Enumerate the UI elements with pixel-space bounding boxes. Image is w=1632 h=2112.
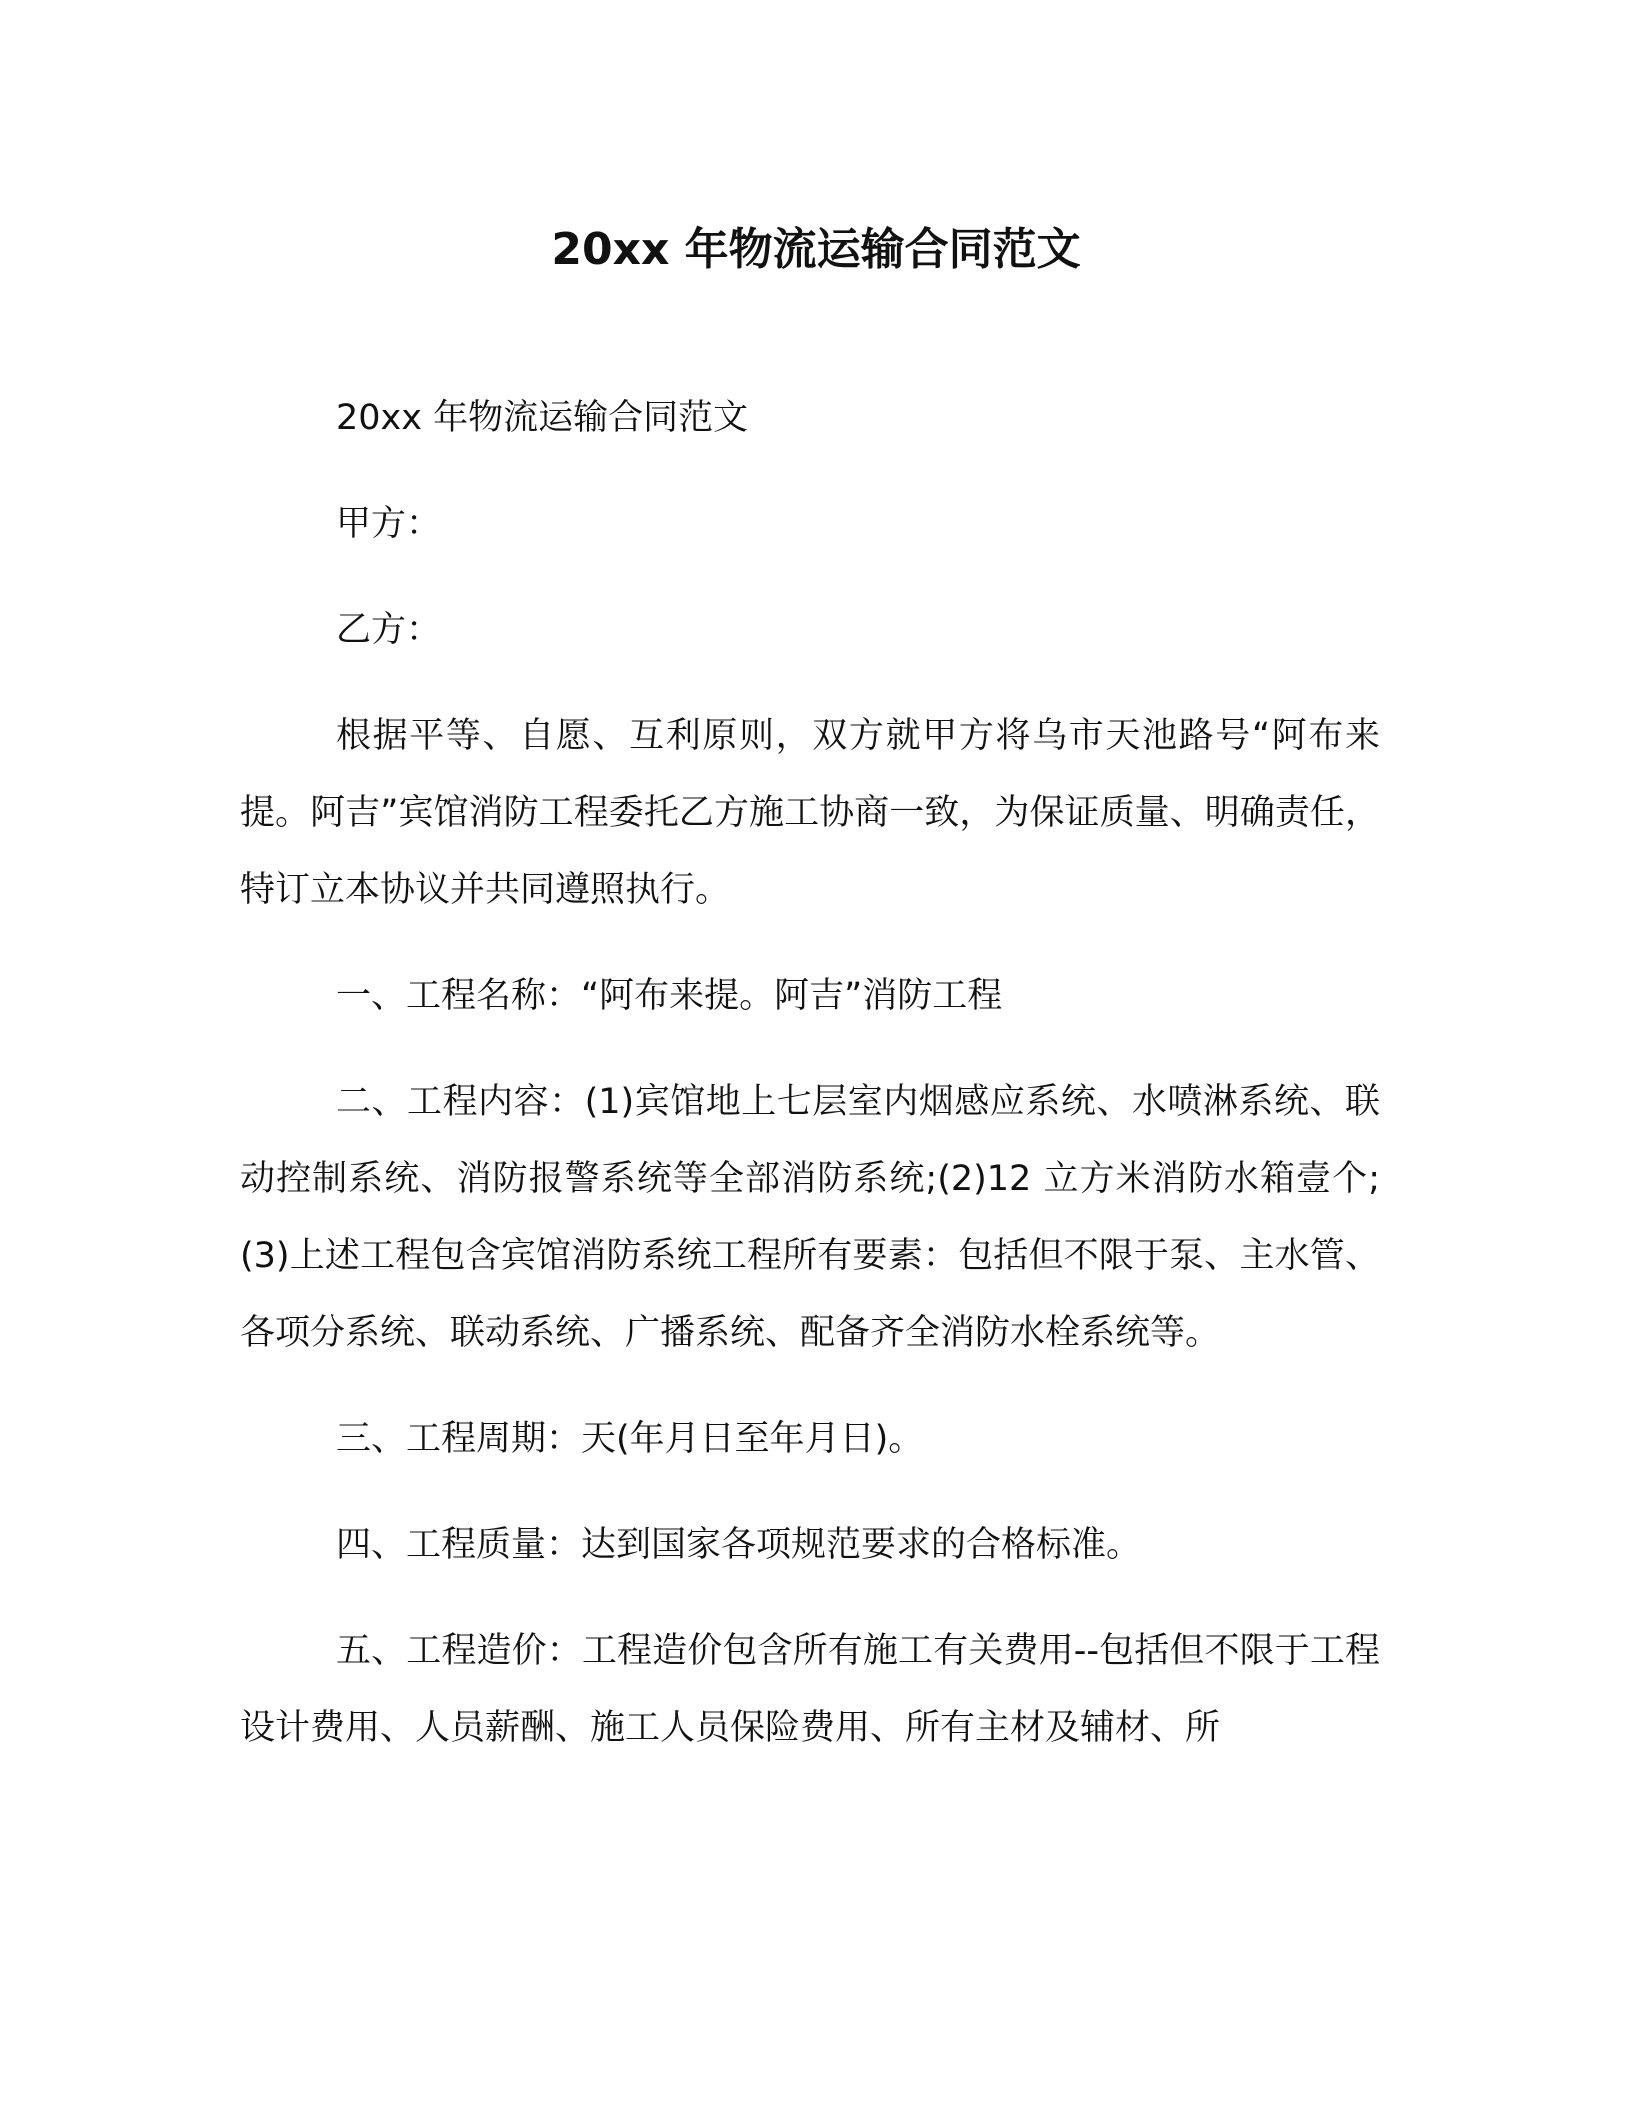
body-heading: 20xx 年物流运输合同范文 (336, 398, 749, 438)
preamble-paragraph: 根据平等、自愿、互利原则，双方就甲方将乌市天池路号“阿布来提。阿吉”宾馆消防工程委托乙方施工协商一致，为保证质量、明确责任，特订立本协议并共同遵照执行。 (240, 716, 1380, 910)
document-title: 20xx 年物流运输合同范文 (551, 224, 1081, 275)
clause-project-quality: 四、工程质量：达到国家各项规范要求的合格标准。 (336, 1525, 1142, 1565)
party-b-line: 乙方： (336, 610, 442, 650)
document-body (240, 380, 1380, 1796)
clause-project-period: 三、工程周期：天(年月日至年月日)。 (336, 1419, 924, 1459)
party-a-line: 甲方： (336, 504, 442, 544)
clause-project-name: 一、工程名称：“阿布来提。阿吉”消防工程 (336, 976, 1003, 1016)
clause-project-cost: 五、工程造价：工程造价包含所有施工有关费用--包括但不限于工程设计费用、人员薪酬、施工人员保险费用、所有主材及辅材、所 (240, 1631, 1380, 1748)
clause-project-content: 二、工程内容：(1)宾馆地上七层室内烟感应系统、水喷淋系统、联动控制系统、消防报警系统等全部消防系统;(2)12 立方米消防水箱壹个;(3)上述工程包含宾馆消防系统工程所有要素：包括但不限于泵、主水管、各项分系统、联动系统、广播系统、配备齐全消防水栓系统等。 (240, 1082, 1380, 1353)
